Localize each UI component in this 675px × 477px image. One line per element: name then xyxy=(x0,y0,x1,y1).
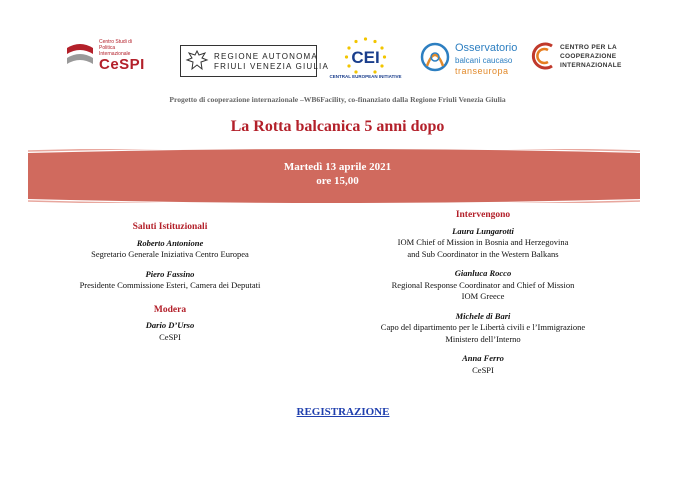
regione-line2: FRIULI VENEZIA GIULIA xyxy=(214,62,330,71)
centro-cooperazione-logo xyxy=(528,36,638,84)
project-line: Progetto di cooperazione internazionale –WB6Facility, co-finanziato dalla Regione Friuli Venezia Giulia xyxy=(169,95,506,104)
speaker-role: CeSPI xyxy=(472,364,494,375)
modera-heading: Modera xyxy=(153,304,187,315)
speaker-role: Capo del dipartimento per le Libertà civili e l’Immigrazione xyxy=(380,322,586,332)
event-title: La Rotta balcanica 5 anni dopo xyxy=(230,118,445,135)
cei-fullname: CENTRAL EUROPEAN INITIATIVE xyxy=(329,74,402,79)
speaker-role: IOM Greece xyxy=(461,291,505,301)
cespi-name: CeSPI xyxy=(99,56,145,73)
cei-logo xyxy=(328,36,403,84)
cci-line1: CENTRO PER LA xyxy=(560,44,617,51)
osservatorio-logo xyxy=(419,36,524,84)
osservatorio-line1: Osservatorio xyxy=(455,42,518,54)
intervengono-heading: Intervengono xyxy=(455,210,511,220)
cespi-logo xyxy=(63,36,158,84)
osservatorio-line2: balcani caucaso xyxy=(455,56,513,65)
saluti-heading: Saluti Istituzionali xyxy=(132,222,208,232)
moderator-role: CeSPI xyxy=(159,331,181,342)
speaker-role: IOM Chief of Mission in Bosnia and Herzegovina xyxy=(397,237,569,247)
speaker-name: Laura Lungarotti xyxy=(452,225,514,236)
cespi-mark-icon xyxy=(63,38,97,72)
speaker-role: Ministero dell’Interno xyxy=(445,333,521,344)
regione-fvg-logo xyxy=(180,45,330,77)
left-column xyxy=(65,222,275,343)
cei-mark-icon xyxy=(328,36,403,74)
logo-row xyxy=(0,36,675,84)
speaker-role: Presidente Commissione Esteri, Camera dei Deputati xyxy=(79,280,261,290)
cci-mark-icon xyxy=(528,40,558,72)
speaker-role: Regional Response Coordinator and Chief of Mission xyxy=(391,279,575,290)
speaker-name: Michele di Bari xyxy=(455,310,511,321)
speaker-name: Gianluca Rocco xyxy=(454,268,512,278)
cci-text xyxy=(560,44,622,70)
regione-line1: REGIONE AUTONOMA xyxy=(214,52,318,61)
speaker-name: Piero Fassino xyxy=(145,268,195,279)
cci-line2: COOPERAZIONE xyxy=(560,52,617,60)
event-day: Martedì 13 aprile 2021 xyxy=(283,161,392,173)
speaker-role: and Sub Coordinator in the Western Balkans xyxy=(407,248,559,259)
cei-abbr: CEI xyxy=(351,48,380,67)
osservatorio-line3: transeuropa xyxy=(455,66,509,76)
event-time: ore 15,00 xyxy=(316,175,359,187)
right-column xyxy=(358,210,608,376)
event-date xyxy=(0,160,675,188)
eagle-icon xyxy=(185,49,209,73)
speaker-name: Roberto Antonione xyxy=(136,237,204,248)
osservatorio-mark-icon xyxy=(419,40,451,74)
speaker-role: Segretario Generale Iniziativa Centro Europea xyxy=(91,249,249,259)
registration-link[interactable]: REGISTRAZIONE xyxy=(296,406,390,418)
cci-line3: INTERNAZIONALE xyxy=(560,61,622,69)
moderator-name: Dario D’Urso xyxy=(145,320,195,330)
speaker-name: Anna Ferro xyxy=(462,353,504,363)
cespi-subtitle: Centro Studi di Politica Internazionale xyxy=(99,39,133,57)
